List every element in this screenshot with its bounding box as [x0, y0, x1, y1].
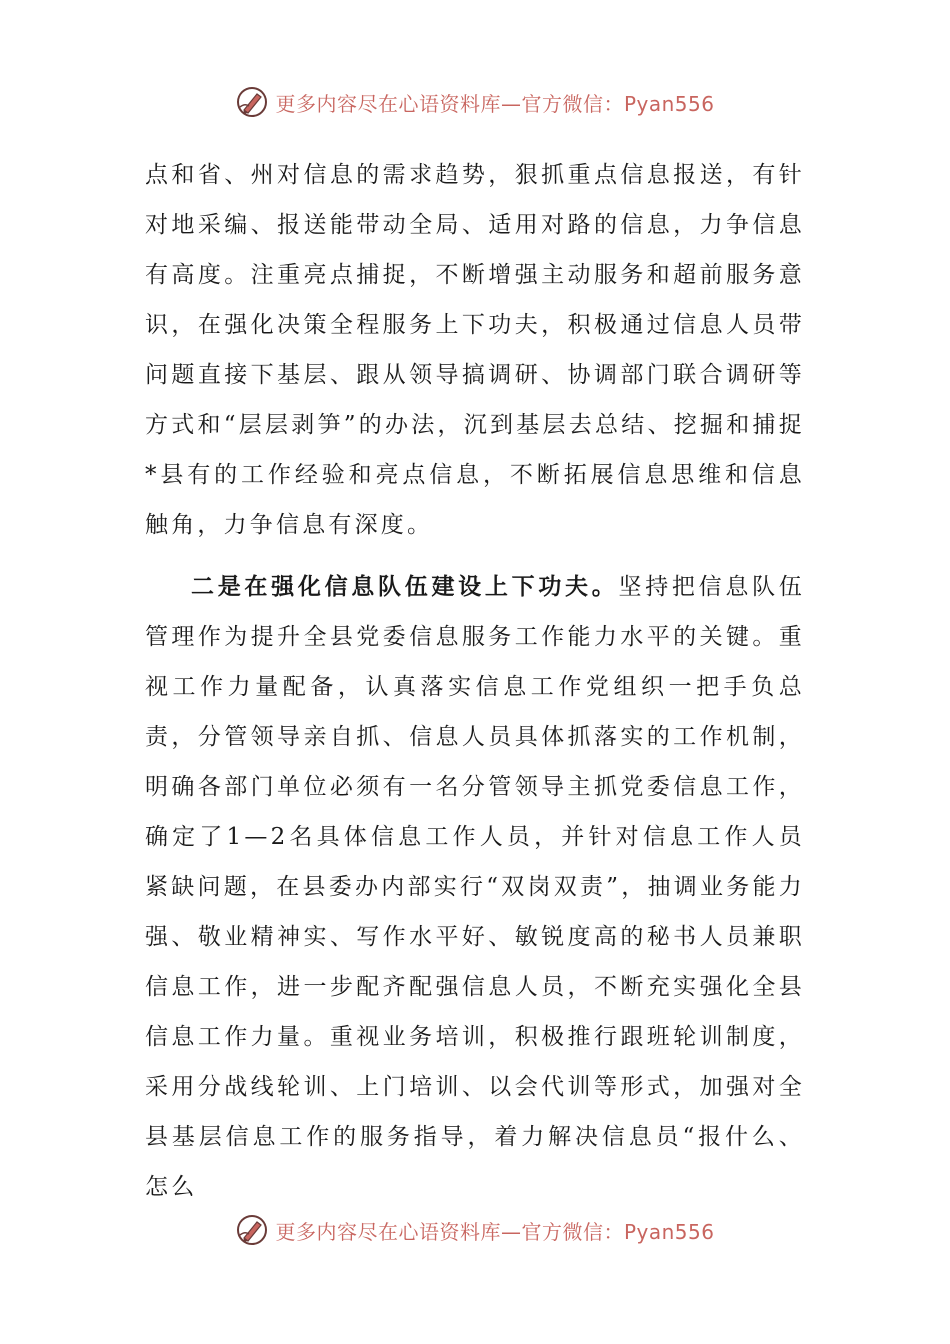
footer-banner	[0, 1210, 950, 1250]
paragraph-2-heading: 二是在强化信息队伍建设上下功夫。	[191, 573, 619, 600]
paragraph-1	[145, 150, 805, 550]
document-body	[145, 150, 805, 1212]
paragraph-2	[145, 562, 805, 1212]
banner-text: 更多内容尽在心语资料库—官方微信：Pyan556	[275, 91, 715, 116]
pen-logo-icon	[235, 1213, 269, 1247]
banner-text: 更多内容尽在心语资料库—官方微信：Pyan556	[275, 1219, 715, 1244]
pen-logo-icon	[235, 85, 269, 119]
paragraph-2-text: 坚持把信息队伍管理作为提升全县党委信息服务工作能力水平的关键。重视工作力量配备，认真落实信息工作党组织一把手负总责，分管领导亲自抓、信息人员具体抓落实的工作机制，明确各部门单位必须有一名分管领导主抓党委信息工作，确定了1—2名具体信息工作人员，并针对信息工作人员紧缺问题，在县委办内部实行“双岗双责”，抽调业务能力强、敬业精神实、写作水平好、敏锐度高的秘书人员兼职信息工作，进一步配齐配强信息人员，不断充实强化全县信息工作力量。重视业务培训，积极推行跟班轮训制度，采用分战线轮训、上门培训、以会代训等形式，加强对全县基层信息工作的服务指导，着力解决信息员“报什么、怎么	[145, 574, 805, 1200]
paragraph-1-text: 点和省、州对信息的需求趋势，狠抓重点信息报送，有针对地采编、报送能带动全局、适用对路的信息，力争信息有高度。注重亮点捕捉，不断增强主动服务和超前服务意识，在强化决策全程服务上下功夫，积极通过信息人员带问题直接下基层、跟从领导搞调研、协调部门联合调研等方式和“层层剥笋”的办法，沉到基层去总结、挖掘和捕捉*县有的工作经验和亮点信息，不断拓展信息思维和信息触角，力争信息有深度。	[145, 162, 805, 538]
header-banner	[0, 82, 950, 122]
